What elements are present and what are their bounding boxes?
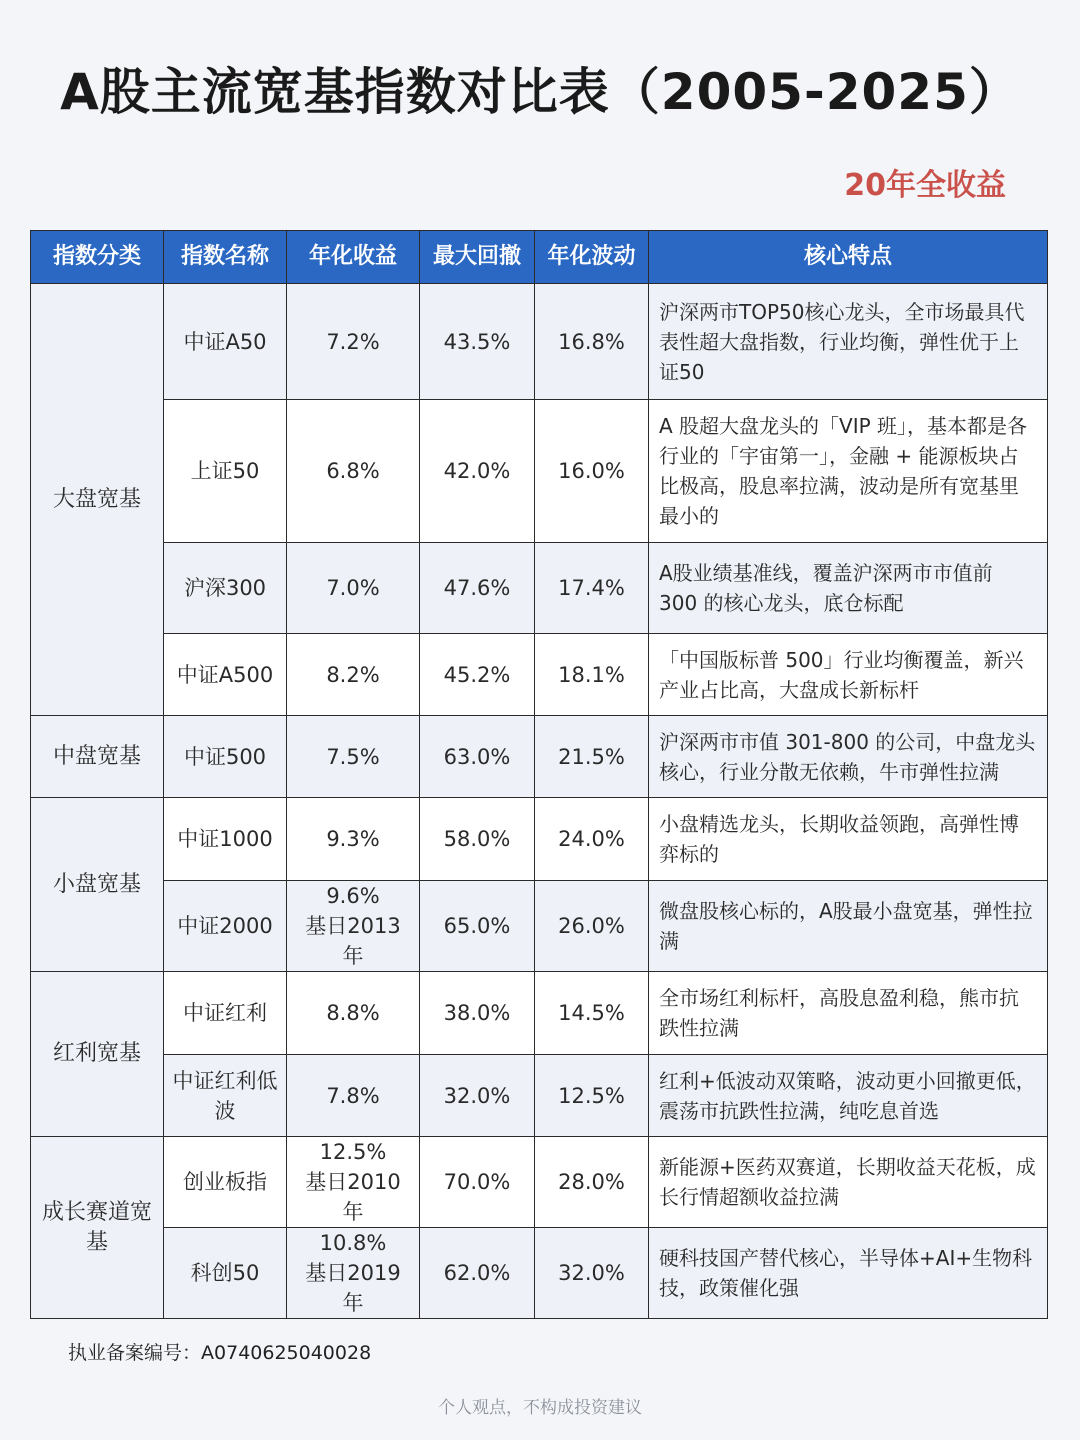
core-features: 全市场红利标杆，高股息盈利稳，熊市抗跌性拉满 <box>649 972 1048 1055</box>
base-date-note: 基日2013年 <box>305 914 401 968</box>
annual-volatility: 12.5% <box>535 1055 649 1137</box>
table-row <box>31 1228 1048 1319</box>
annual-return: 6.8% <box>287 400 420 543</box>
max-drawdown: 38.0% <box>420 972 535 1055</box>
max-drawdown: 65.0% <box>420 881 535 972</box>
annual-volatility: 32.0% <box>535 1228 649 1319</box>
max-drawdown: 43.5% <box>420 284 535 400</box>
annual-return: 8.8% <box>287 972 420 1055</box>
annual-return-value: 12.5% <box>319 1140 387 1164</box>
license-number-line <box>68 1338 371 1365</box>
max-drawdown: 63.0% <box>420 716 535 798</box>
max-drawdown: 47.6% <box>420 543 535 634</box>
category-cell: 中盘宽基 <box>31 716 164 798</box>
annual-volatility: 28.0% <box>535 1137 649 1228</box>
core-features: 红利+低波动双策略，波动更小回撤更低，震荡市抗跌性拉满，纯吃息首选 <box>649 1055 1048 1137</box>
annual-return <box>287 881 420 972</box>
max-drawdown: 70.0% <box>420 1137 535 1228</box>
category-cell: 大盘宽基 <box>31 284 164 716</box>
table-row <box>31 1055 1048 1137</box>
annual-return-value: 9.6% <box>326 884 380 908</box>
annual-return-value: 10.8% <box>319 1231 387 1255</box>
index-comparison-table <box>30 230 1048 1319</box>
annual-volatility: 21.5% <box>535 716 649 798</box>
max-drawdown: 45.2% <box>420 634 535 716</box>
index-name: 中证500 <box>164 716 287 798</box>
header-annual-volatility: 年化波动 <box>535 231 649 284</box>
index-name: 中证1000 <box>164 798 287 881</box>
index-name: 中证A500 <box>164 634 287 716</box>
annual-volatility: 18.1% <box>535 634 649 716</box>
table-row <box>31 716 1048 798</box>
header-core-features: 核心特点 <box>649 231 1048 284</box>
header-category: 指数分类 <box>31 231 164 284</box>
annual-volatility: 24.0% <box>535 798 649 881</box>
annual-return: 7.5% <box>287 716 420 798</box>
max-drawdown: 62.0% <box>420 1228 535 1319</box>
index-name: 科创50 <box>164 1228 287 1319</box>
table-row <box>31 284 1048 400</box>
annual-volatility: 16.0% <box>535 400 649 543</box>
annual-volatility: 16.8% <box>535 284 649 400</box>
table-header-row <box>31 231 1048 284</box>
core-features: 「中国版标普 500」行业均衡覆盖，新兴产业占比高，大盘成长新标杆 <box>649 634 1048 716</box>
table-row <box>31 543 1048 634</box>
index-name <box>164 1055 287 1137</box>
core-features: 小盘精选龙头，长期收益领跑，高弹性博弈标的 <box>649 798 1048 881</box>
annual-return: 9.3% <box>287 798 420 881</box>
category-cell: 小盘宽基 <box>31 798 164 972</box>
annual-return <box>287 1137 420 1228</box>
base-date-note: 基日2010年 <box>305 1170 401 1224</box>
table-row <box>31 1137 1048 1228</box>
annual-volatility: 17.4% <box>535 543 649 634</box>
core-features: A 股超大盘龙头的「VIP 班」，基本都是各行业的「宇宙第一」，金融 + 能源板块占比极高，股息率拉满，波动是所有宽基里最小的 <box>649 400 1048 543</box>
core-features: 硬科技国产替代核心，半导体+AI+生物科技，政策催化强 <box>649 1228 1048 1319</box>
category-cell: 红利宽基 <box>31 972 164 1137</box>
index-name: 上证50 <box>164 400 287 543</box>
annual-volatility: 26.0% <box>535 881 649 972</box>
annual-return: 8.2% <box>287 634 420 716</box>
core-features: 新能源+医药双赛道，长期收益天花板，成长行情超额收益拉满 <box>649 1137 1048 1228</box>
index-name-text: 中证红利低波 <box>172 1068 278 1123</box>
core-features: A股业绩基准线，覆盖沪深两市市值前 300 的核心龙头，底仓标配 <box>649 543 1048 634</box>
core-features: 微盘股核心标的，A股最小盘宽基，弹性拉满 <box>649 881 1048 972</box>
disclaimer: 个人观点，不构成投资建议 <box>438 1398 642 1418</box>
max-drawdown: 58.0% <box>420 798 535 881</box>
max-drawdown: 42.0% <box>420 400 535 543</box>
header-max-drawdown: 最大回撤 <box>420 231 535 284</box>
annual-return: 7.0% <box>287 543 420 634</box>
index-name: 沪深300 <box>164 543 287 634</box>
header-annual-return: 年化收益 <box>287 231 420 284</box>
table-row <box>31 972 1048 1055</box>
annual-volatility: 14.5% <box>535 972 649 1055</box>
max-drawdown: 32.0% <box>420 1055 535 1137</box>
table-row <box>31 634 1048 716</box>
core-features: 沪深两市TOP50核心龙头，全市场最具代表性超大盘指数，行业均衡，弹性优于上证50 <box>649 284 1048 400</box>
annual-return: 7.2% <box>287 284 420 400</box>
index-name: 中证红利 <box>164 972 287 1055</box>
license-label: 执业备案编号： <box>68 1342 202 1364</box>
table-row <box>31 881 1048 972</box>
header-index-name: 指数名称 <box>164 231 287 284</box>
category-cell: 成长赛道宽基 <box>31 1137 164 1319</box>
base-date-note: 基日2019年 <box>305 1261 401 1315</box>
page-title: A股主流宽基指数对比表（2005-2025） <box>60 63 1020 121</box>
annual-return <box>287 1228 420 1319</box>
page-subtitle: 20年全收益 <box>844 168 1006 203</box>
index-name: 创业板指 <box>164 1137 287 1228</box>
index-name: 中证2000 <box>164 881 287 972</box>
table-row <box>31 798 1048 881</box>
index-name: 中证A50 <box>164 284 287 400</box>
core-features: 沪深两市市值 301-800 的公司，中盘龙头核心，行业分散无依赖，牛市弹性拉满 <box>649 716 1048 798</box>
annual-return: 7.8% <box>287 1055 420 1137</box>
table-row <box>31 400 1048 543</box>
license-number: A0740625040028 <box>201 1342 372 1364</box>
